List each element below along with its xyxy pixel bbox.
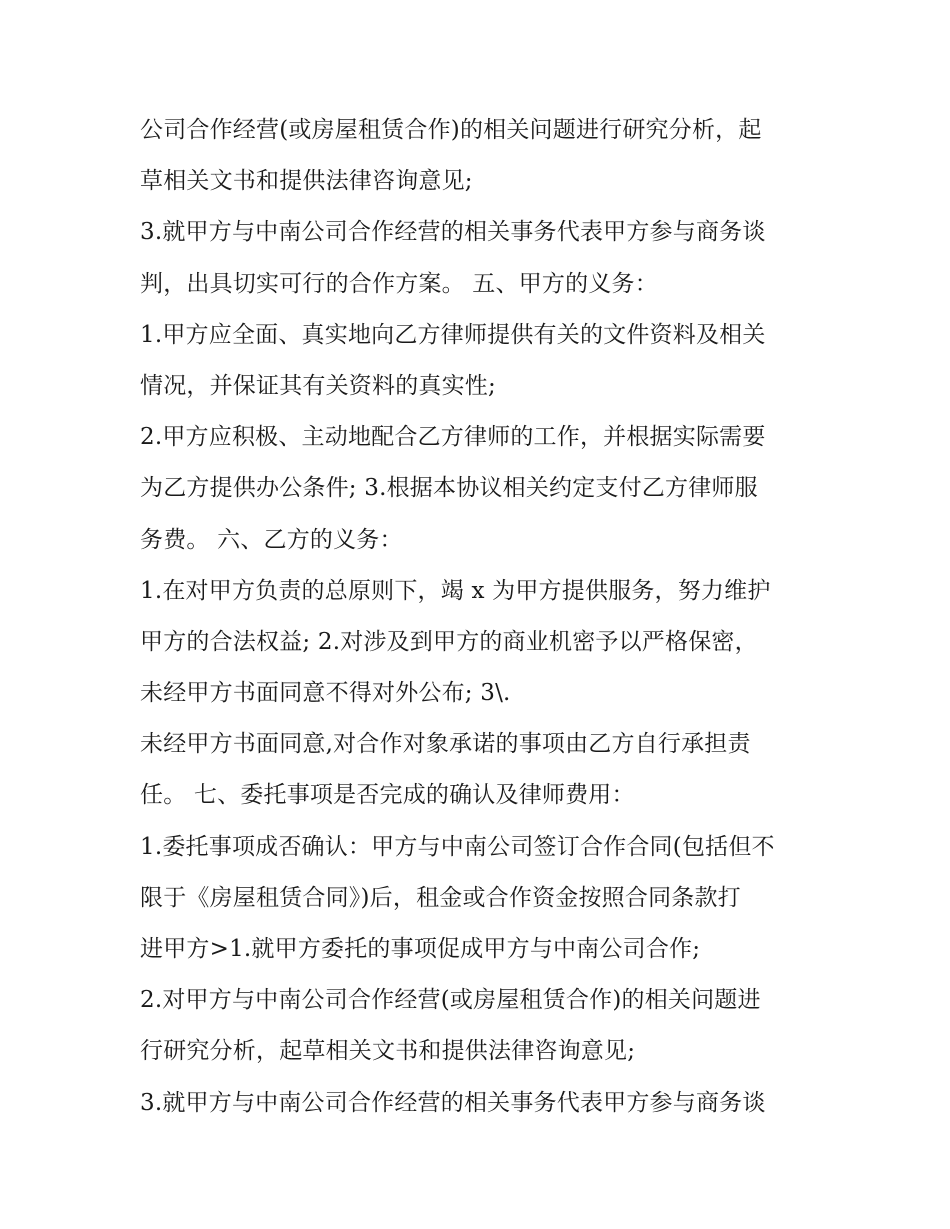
- text-line: 草相关文书和提供法律咨询意见;: [140, 168, 473, 195]
- text-line: 限于《房屋租赁合同》)后，租金或合作资金按照合同条款打: [140, 884, 741, 911]
- text-line: 任。 七、委托事项是否完成的确认及律师费用：: [140, 782, 635, 809]
- text-line: 3.就甲方与中南公司合作经营的相关事务代表甲方参与商务谈: [140, 219, 766, 246]
- text-line: 进甲方>1.就甲方委托的事项促成甲方与中南公司合作;: [140, 936, 701, 962]
- text-line: 1.在对甲方负责的总原则下，竭 x 为甲方提供服务，努力维护: [140, 577, 771, 604]
- text-line: 2.对甲方与中南公司合作经营(或房屋租赁合作)的相关问题进: [140, 987, 761, 1014]
- text-line: 行研究分析，起草相关文书和提供法律咨询意见;: [140, 1038, 636, 1065]
- text-line: 未经甲方书面同意,对合作对象承诺的事项由乙方自行承担责: [140, 731, 751, 758]
- text-line: 甲方的合法权益; 2.对涉及到甲方的商业机密予以严格保密，: [140, 628, 758, 655]
- document-body: [140, 105, 830, 1129]
- text-line: 公司合作经营(或房屋租赁合作)的相关问题进行研究分析，起: [140, 117, 762, 143]
- text-line: 判，出具切实可行的合作方案。 五、甲方的义务：: [140, 270, 658, 297]
- text-line: 情况，并保证其有关资料的真实性;: [140, 372, 496, 399]
- text-line: 1.甲方应全面、真实地向乙方律师提供有关的文件资料及相关: [140, 321, 766, 348]
- text-line: 1.委托事项成否确认：甲方与中南公司签订合作合同(包括但不: [140, 833, 775, 860]
- text-line: 3.就甲方与中南公司合作经营的相关事务代表甲方参与商务谈: [140, 1089, 766, 1116]
- text-line: 为乙方提供办公条件; 3.根据本协议相关约定支付乙方律师服: [140, 475, 758, 502]
- text-line: 务费。 六、乙方的义务：: [140, 526, 403, 553]
- text-line: 2.甲方应积极、主动地配合乙方律师的工作，并根据实际需要: [140, 424, 766, 451]
- text-line: 未经甲方书面同意不得对外公布; 3\.: [140, 680, 511, 707]
